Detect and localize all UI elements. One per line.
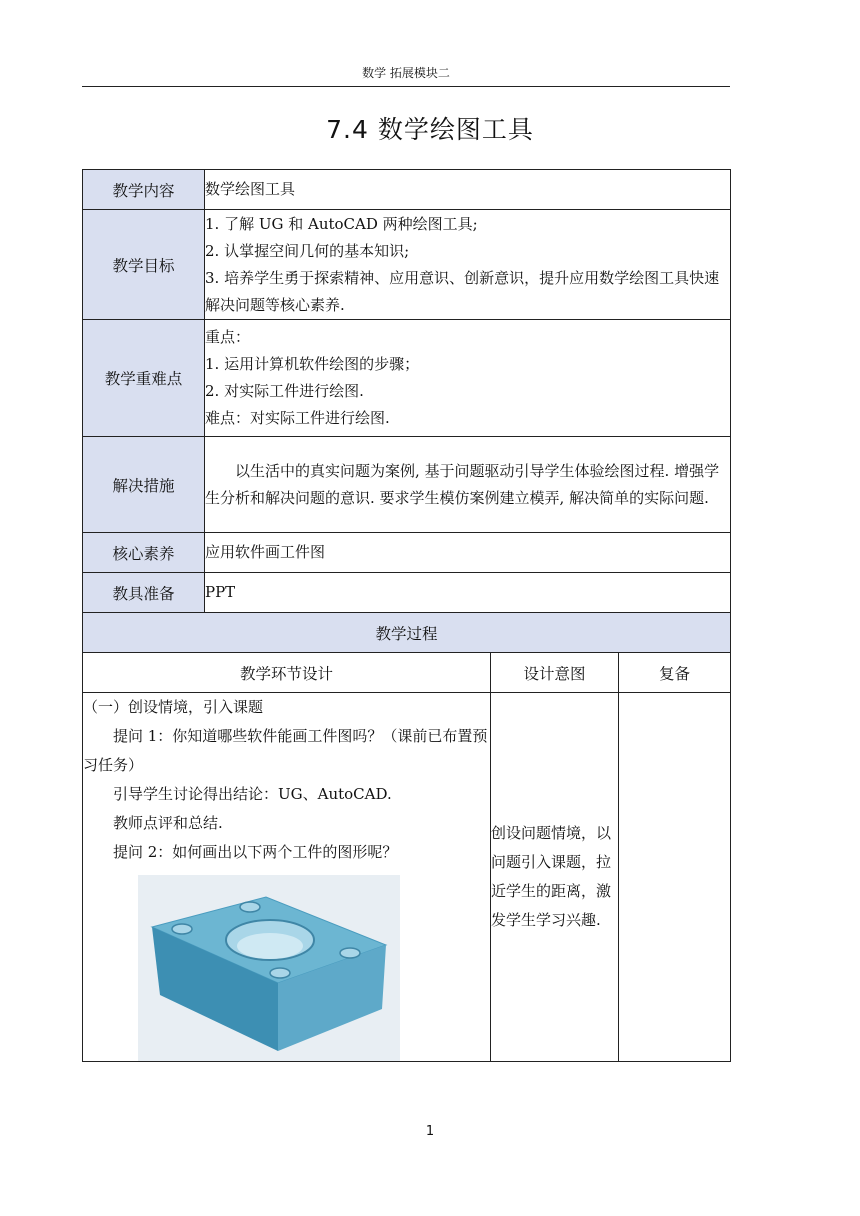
value-content: 数学绘图工具 [205,170,731,210]
goal-item: 3. 培养学生勇于探索精神、应用意识、创新意识，提升应用数学绘图工具快速解决问题等核心素养. [205,268,720,314]
value-goals [205,210,731,320]
column-header-review: 复备 [619,653,731,693]
row-tools [83,573,731,613]
keypoint-item: 重点： [205,328,251,346]
step-line: 提问 2：如何画出以下两个工件的图形呢？ [113,843,398,861]
row-keypoints [83,320,731,437]
label-measures: 解决措施 [83,437,205,533]
goal-item: 1. 了解 UG 和 AutoCAD 两种绘图工具; [205,214,478,233]
step-line: 引导学生讨论得出结论：UG、AutoCAD. [113,785,392,803]
row-literacy [83,533,731,573]
row-content [83,170,731,210]
page-title: 7.4 数学绘图工具 [326,115,534,144]
label-keypoints: 教学重难点 [83,320,205,437]
corner-hole [340,948,360,958]
label-goals: 教学目标 [83,210,205,320]
process-review-cell [619,693,731,1062]
row-process-title [83,613,731,653]
process-section-title: 教学过程 [83,613,731,653]
keypoint-item: 难点：对实际工件进行绘图. [205,409,390,427]
column-header-design: 教学环节设计 [83,653,491,693]
corner-hole [270,968,290,978]
measures-text: 以生活中的真实问题为案例, 基于问题驱动引导学生体验绘图过程. 增强学生分析和解决问题的意识. 要求学生模仿案例建立模弄, 解决简单的实际问题. [205,461,720,507]
step-line: 教师点评和总结. [113,814,223,832]
label-tools: 教具准备 [83,573,205,613]
step-line: 提问 1：你知道哪些软件能画工件图吗？（课前已布置预习任务） [83,727,488,774]
page-number: 1 [425,1124,435,1139]
row-goals [83,210,731,320]
corner-hole [172,924,192,934]
workpiece-figure [138,875,400,1061]
value-keypoints [205,320,731,437]
keypoint-item: 1. 运用计算机软件绘图的步骤； [205,355,420,373]
column-header-intent: 设计意图 [491,653,619,693]
goal-item: 2. 认掌握空间几何的基本知识; [205,241,410,260]
row-process-header [83,653,731,693]
row-process-step-1 [83,693,731,1062]
lesson-plan-table [82,169,731,1062]
row-measures [83,437,731,533]
page-header: 数学 拓展模块二 [82,62,730,87]
label-literacy: 核心素养 [83,533,205,573]
value-measures [205,437,731,533]
label-content: 教学内容 [83,170,205,210]
value-literacy: 应用软件画工件图 [205,533,731,573]
process-intent-cell: 创设问题情境，以问题引入课题，拉近学生的距离，激发学生学习兴趣. [491,693,619,1062]
step-heading: （一）创设情境，引入课题 [83,698,264,716]
keypoint-item: 2. 对实际工件进行绘图. [205,382,364,400]
corner-hole [240,902,260,912]
value-tools: PPT [205,573,731,613]
center-bore-step [237,933,303,959]
process-design-cell [83,693,491,1062]
